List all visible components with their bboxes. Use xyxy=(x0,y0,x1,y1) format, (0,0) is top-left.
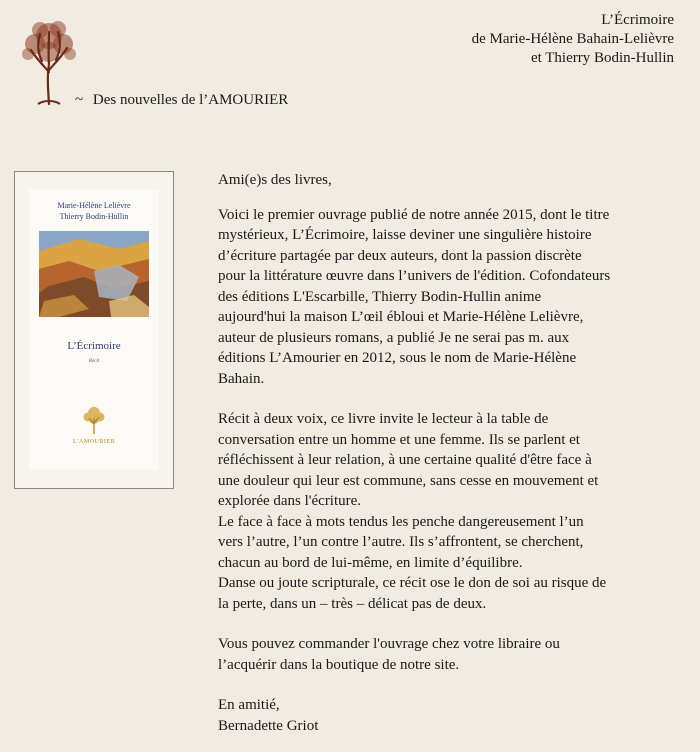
letter-line: conversation entre un homme et une femme. Ils se parlent et xyxy=(218,431,580,448)
book-cover-author-2: Thierry Bodin-Hullin xyxy=(59,212,129,221)
letter-line: une douleur qui leur est commune, sans cesse en mouvement et xyxy=(218,472,599,489)
brand-dash: ~ xyxy=(75,92,84,108)
header-authors-line: de Marie-Hélène Bahain-Lelièvre xyxy=(471,31,674,47)
letter-line: auteur de plusieurs romans, a publié Je ne serai pas m. aux xyxy=(218,329,570,346)
brand-tagline: Des nouvelles de l’AMOURIER xyxy=(92,92,289,108)
tree-emblem-icon xyxy=(81,404,107,436)
cover-artwork xyxy=(39,231,149,317)
letter-line: mystérieux, L’Écrimoire, laisse deviner une singulière histoire xyxy=(218,227,592,243)
book-cover[interactable] xyxy=(14,171,174,489)
letter-line: Danse ou joute scripturale, ce récit ose le don de soi au risque de xyxy=(218,575,607,591)
book-cover-inner xyxy=(29,190,159,470)
letter-line: réfléchissent à leur relation, à une certaine qualité d'être face à xyxy=(218,452,592,468)
letter-line: Voici le premier ouvrage publié de notre année 2015, dont le titre xyxy=(218,206,610,223)
letter-line: l’acquérir dans la boutique de notre site. xyxy=(218,656,460,673)
letter-line: vers l’autre, l’un contre l’autre. Ils s’affrontent, se cherchent, xyxy=(218,534,584,550)
letter-line: Le face à face à mots tendus les penche dangereusement l’un xyxy=(218,513,584,530)
letter-line: des éditions L'Escarbille, Thierry Bodin-Hullin anime xyxy=(218,288,542,305)
letter-line: Récit à deux voix, ce livre invite le lecteur à la table de xyxy=(218,411,549,427)
letter-paragraph-2 xyxy=(218,409,688,614)
letter-line: chacun au bord de lui-même, en limite d’équilibre. xyxy=(218,554,523,571)
book-cover-author-1: Marie-Hélène Lelièvre xyxy=(57,201,131,210)
header-authors-line2: et Thierry Bodin-Hullin xyxy=(530,50,674,66)
letter-paragraph-1 xyxy=(218,205,688,390)
letter-greeting: Ami(e)s des livres, xyxy=(218,172,332,188)
letter-line: d’écriture partagée par deux auteurs, dont la passion discrète xyxy=(218,247,582,264)
letter-line: Vous pouvez commander l'ouvrage chez votre libraire ou xyxy=(218,636,560,652)
tree-icon xyxy=(18,14,80,108)
letter-closing: En amitié, xyxy=(218,697,280,713)
letter-line: la perte, dans un – très – délicat pas de deux. xyxy=(218,595,487,612)
book-cover-genre: Récit xyxy=(88,359,100,364)
letter-line: Bahain. xyxy=(218,370,265,387)
header-book-title: L’Écrimoire xyxy=(601,12,674,28)
letter-signature: Bernadette Griot xyxy=(218,717,319,734)
header-right xyxy=(472,11,674,68)
book-cover-authors xyxy=(29,200,159,222)
letter-line: explorée dans l'écriture. xyxy=(218,493,362,509)
letter-line: pour la littérature œuvre dans l’univers de l'édition. Cofondateurs xyxy=(218,268,611,284)
letter-body xyxy=(218,170,688,736)
book-cover-publisher: L’AMOURIER xyxy=(72,439,116,445)
letter-line: aujourd'hui la maison L’œil ébloui et Marie-Hélène Lelièvre, xyxy=(218,309,584,325)
book-cover-title: L’Écrimoire xyxy=(67,340,121,352)
letter-paragraph-3 xyxy=(218,634,688,675)
brand-line xyxy=(75,92,288,109)
letter-line: éditions L’Amourier en 2012, sous le nom de Marie-Hélène xyxy=(218,350,577,366)
